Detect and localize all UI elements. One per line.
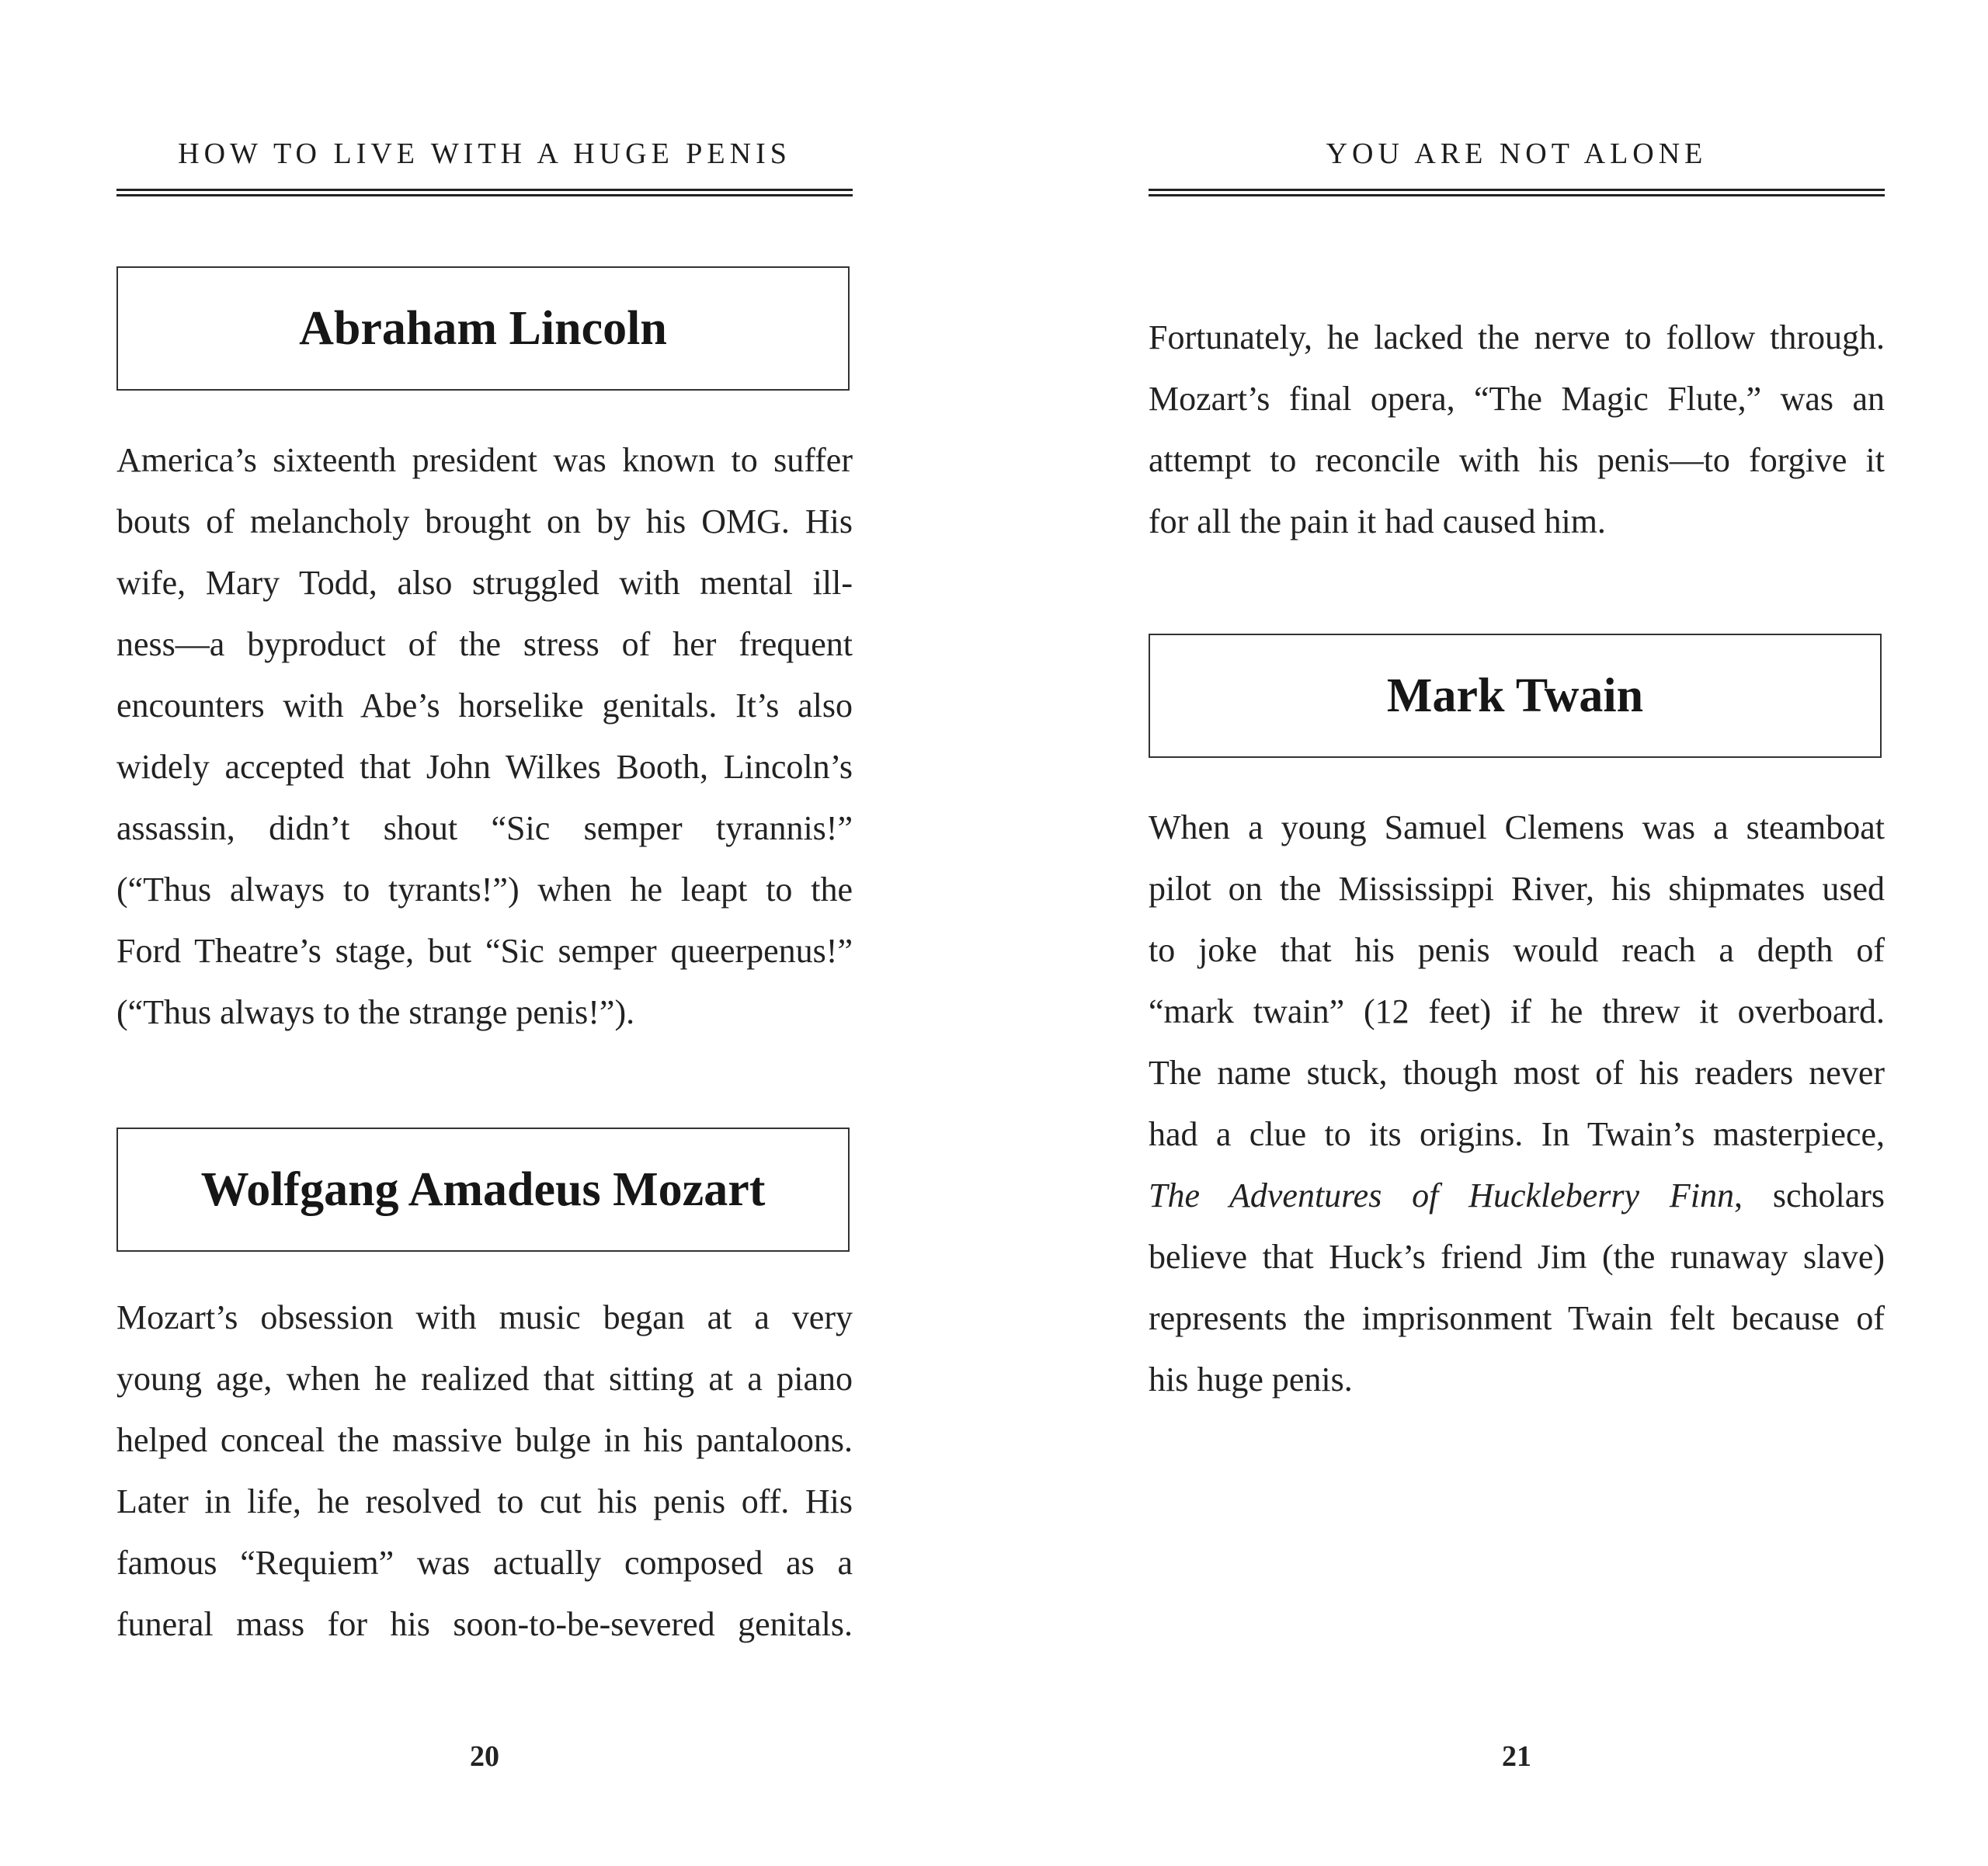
text-line: famous “Requiem” was actually composed as a (116, 1544, 853, 1582)
text-line: Later in life, he resolved to cut his penis off. His (116, 1482, 853, 1520)
page-number-right: 21 (1502, 1740, 1531, 1773)
text-line: to joke that his penis would reach a depth of (1149, 931, 1885, 969)
text-line: “mark twain” (12 feet) if he threw it overboard. (1149, 992, 1885, 1030)
paragraph-twain (1149, 797, 1885, 1410)
text-line: When a young Samuel Clemens was a steamboat (1149, 808, 1885, 846)
text-line: America’s sixteenth president was known to suffer (116, 441, 853, 479)
text-line: Fortunately, he lacked the nerve to follow through. (1149, 318, 1885, 356)
running-head-right: YOU ARE NOT ALONE (1326, 137, 1708, 170)
section-title-twain: Mark Twain (1386, 669, 1644, 722)
header-double-rule-left (116, 189, 853, 196)
text-line: The name stuck, though most of his readers never (1149, 1054, 1885, 1092)
text-line: had a clue to its origins. In Twain’s masterpiece, (1149, 1115, 1885, 1153)
text-line: funeral mass for his soon-to-be-severed genitals. (116, 1605, 853, 1643)
text-line: (“Thus always to the strange penis!”). (116, 993, 635, 1031)
page-number-left: 20 (470, 1740, 499, 1773)
paragraph-mozart-continued (1149, 307, 1885, 552)
text-line: represents the imprisonment Twain felt because of (1149, 1299, 1885, 1337)
text-line: young age, when he realized that sitting at a piano (116, 1360, 853, 1398)
running-head-left: HOW TO LIVE WITH A HUGE PENIS (178, 137, 791, 170)
right-page (1149, 0, 1885, 1866)
paragraph-lincoln (116, 429, 853, 1043)
text-line: encounters with Abe’s horselike genitals. It’s also (116, 686, 853, 725)
section-heading-box-twain (1149, 634, 1882, 758)
text-line: widely accepted that John Wilkes Booth, Lincoln’s (116, 748, 853, 786)
text-line: Ford Theatre’s stage, but “Sic semper queerpenus!” (116, 932, 853, 970)
text-line: helped conceal the massive bulge in his pantaloons. (116, 1421, 853, 1459)
section-title-mozart: Wolfgang Amadeus Mozart (200, 1163, 766, 1216)
left-page (116, 0, 853, 1866)
text-line-with-italic-title (1149, 1165, 1885, 1226)
text-line: attempt to reconcile with his penis—to forgive it (1149, 441, 1885, 479)
text-line: for all the pain it had caused him. (1149, 502, 1606, 540)
text-line: believe that Huck’s friend Jim (the runaway slave) (1149, 1238, 1885, 1276)
text-line: Mozart’s final opera, “The Magic Flute,” was an (1149, 380, 1885, 418)
text-line: wife, Mary Todd, also struggled with mental ill- (116, 564, 853, 602)
paragraph-mozart (116, 1287, 853, 1655)
section-heading-box-lincoln (116, 266, 850, 391)
book-title-italic: The Adventures of Huckleberry Finn (1149, 1176, 1734, 1214)
text-fragment: , scholars (1734, 1176, 1885, 1214)
text-line: Mozart’s obsession with music began at a very (116, 1298, 853, 1336)
section-heading-box-mozart (116, 1128, 850, 1252)
text-line: pilot on the Mississippi River, his shipmates used (1149, 870, 1885, 908)
text-line: assassin, didn’t shout “Sic semper tyrannis!” (116, 809, 853, 847)
text-line: bouts of melancholy brought on by his OMG. His (116, 502, 853, 540)
text-line: his huge penis. (1149, 1360, 1353, 1399)
text-line: ness—a byproduct of the stress of her frequent (116, 625, 853, 663)
text-line: (“Thus always to tyrants!”) when he leapt to the (116, 870, 853, 909)
header-double-rule-right (1149, 189, 1885, 196)
section-title-lincoln: Abraham Lincoln (299, 302, 667, 355)
